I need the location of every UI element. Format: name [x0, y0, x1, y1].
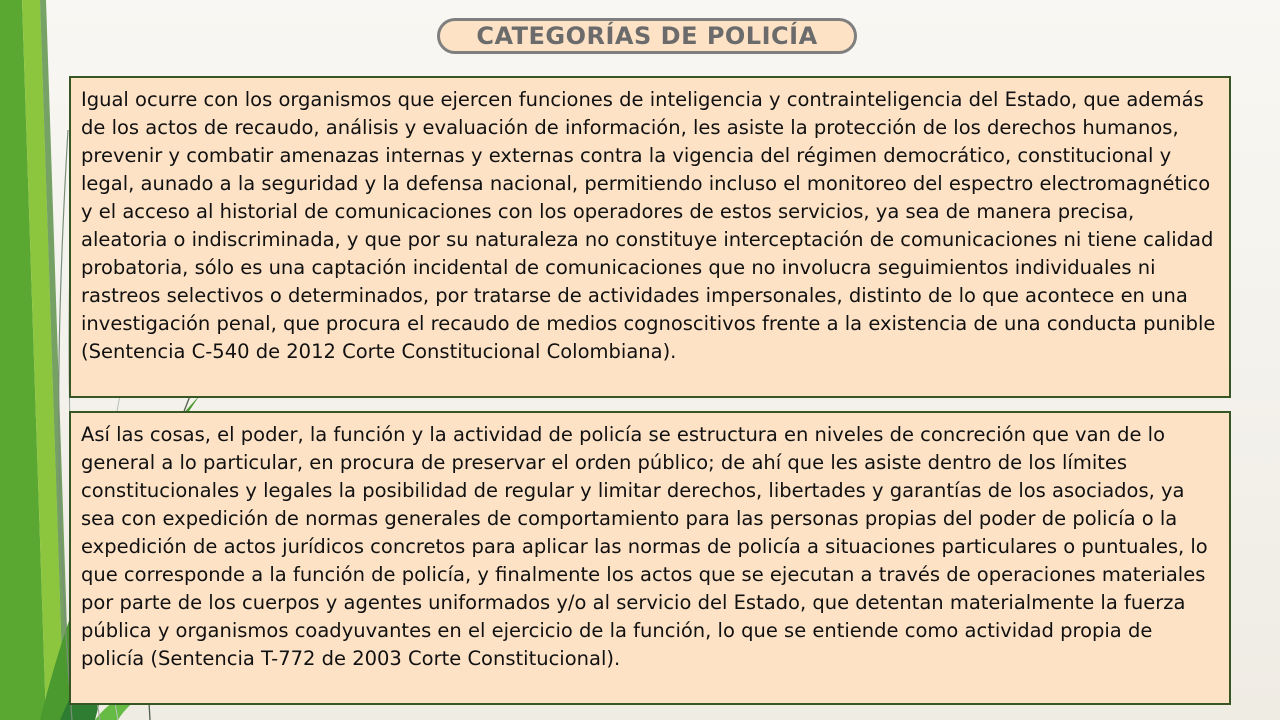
- slide-title: CATEGORÍAS DE POLICÍA: [476, 22, 818, 50]
- slide-title-box: [437, 18, 857, 54]
- paragraph-intelligence: Igual ocurre con los organismos que ejercen funciones de inteligencia y contrainteligencia del Estado, que además de los actos de recaudo, análisis y evaluación de información, les asiste la protección de los derechos humanos, prevenir y combatir amenazas internas y externas contra la vigencia del régimen democrático, constitucional y legal, aunado a la seguridad y la defensa nacional, permitiendo incluso el monitoreo del espectro electromagnético y el acceso al historial de comunicaciones con los operadores de estos servicios, ya sea de manera precisa, aleatoria o indiscriminada, y que por su naturaleza no constituye interceptación de comunicaciones ni tiene calidad probatoria, sólo es una captación incidental de comunicaciones que no involucra seguimientos individuales ni rastreos selectivos o determinados, por tratarse de actividades impersonales, distinto de lo que acontece en una investigación penal, que procura el recaudo de medios cognoscitivos frente a la existencia de una conducta punible (Sentencia C-540 de 2012 Corte Constitucional Colombiana).: [81, 88, 1216, 363]
- text-panel-intelligence: [69, 76, 1231, 398]
- text-panel-police-power: [69, 411, 1231, 705]
- paragraph-police-power: Así las cosas, el poder, la función y la actividad de policía se estructura en niveles de concreción que van de lo general a lo particular, en procura de preservar el orden público; de ahí que les asiste dentro de los límites constitucionales y legales la posibilidad de regular y limitar derechos, libertades y garantías de los asociados, ya sea con expedición de normas generales de comportamiento para las personas propias del poder de policía o la expedición de actos jurídicos concretos para aplicar las normas de policía a situaciones particulares o puntuales, lo que corresponde a la función de policía, y finalmente los actos que se ejecutan a través de operaciones materiales por parte de los cuerpos y agentes uniformados y/o al servicio del Estado, que detentan materialmente la fuerza pública y organismos coadyuvantes en el ejercicio de la función, lo que se entiende como actividad propia de policía (Sentencia T-772 de 2003 Corte Constitucional).: [81, 423, 1208, 670]
